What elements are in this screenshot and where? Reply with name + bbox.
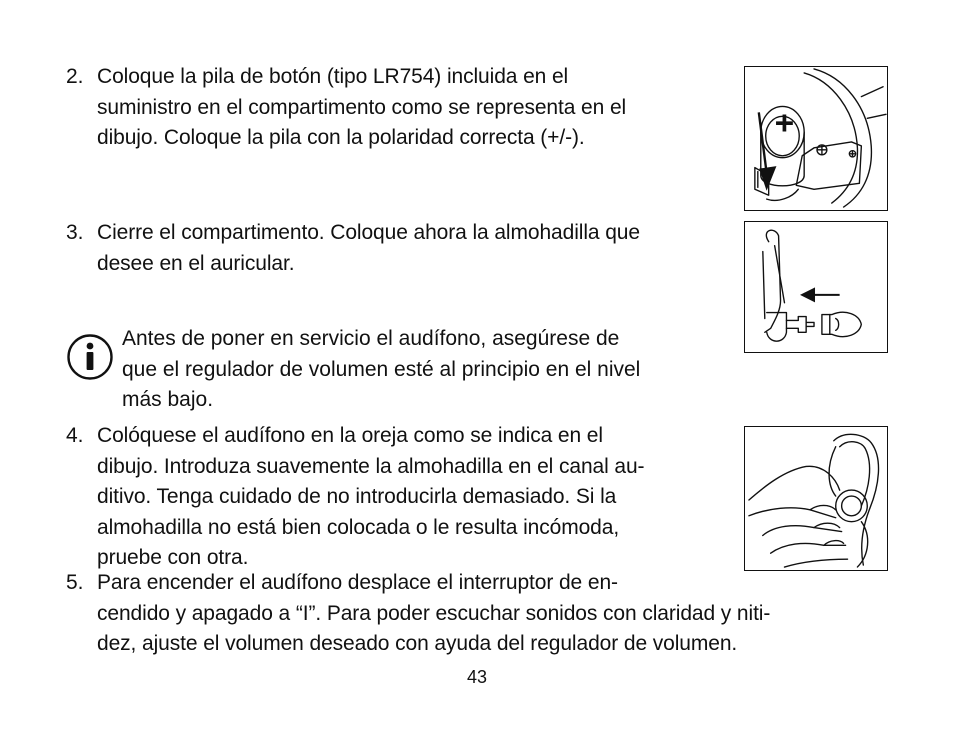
figure-ear-tip-attachment [744, 221, 888, 353]
step-line: Cierre el compartimento. Coloque ahora la almohadilla que [97, 221, 640, 244]
step-line: cendido y apagado a “I”. Para poder escuchar sonidos con claridad y niti- [97, 601, 771, 625]
note-text [122, 324, 726, 416]
note-line: Antes de poner en servicio el audífono, asegúrese de [122, 327, 620, 350]
step-number: 4. [66, 424, 84, 447]
page-number: 43 [466, 667, 488, 687]
step-line: dez, ajuste el volumen deseado con ayuda del regulador de volumen. [97, 632, 738, 655]
step-5 [66, 568, 770, 660]
step-number: 2. [66, 65, 84, 88]
step-3 [66, 218, 640, 279]
step-line: dibujo. Introduza suavemente la almohadilla en el canal au- [97, 454, 645, 478]
step-line: suministro en el compartimento como se representa en el [97, 95, 627, 119]
step-line: Para encender el audífono desplace el interruptor de en- [97, 571, 618, 594]
step-line: almohadilla no está bien colocada o le resulta incómoda, [97, 515, 620, 539]
note-line: que el regulador de volumen esté al principio en el nivel [122, 357, 641, 381]
step-line: dibujo. Coloque la pila con la polaridad correcta (+/-). [97, 126, 585, 149]
figure-battery-insertion [744, 66, 888, 211]
step-line: desee en el auricular. [97, 251, 295, 275]
info-note [66, 324, 726, 416]
ear-tip-illustration [745, 222, 887, 352]
step-text [97, 421, 644, 574]
step-line: ditivo. Tenga cuidado de no introducirla demasiado. Si la [97, 485, 617, 508]
step-4 [66, 421, 644, 574]
note-line: más bajo. [122, 388, 214, 411]
step-line: Coloque la pila de botón (tipo LR754) incluida en el [97, 65, 569, 88]
step-text [97, 218, 640, 279]
step-text [97, 62, 626, 154]
battery-insertion-illustration [745, 67, 887, 210]
info-icon [66, 333, 114, 381]
step-number: 3. [66, 221, 84, 244]
figure-wearing-hearing-aid [744, 426, 888, 571]
battery-polarity-symbol: + [774, 105, 795, 143]
step-line: pruebe con otra. [97, 546, 249, 569]
step-2 [66, 62, 626, 154]
wearing-illustration [745, 427, 887, 570]
step-text [97, 568, 770, 660]
step-number: 5. [66, 571, 84, 594]
step-line: Colóquese el audífono en la oreja como se indica en el [97, 424, 603, 447]
